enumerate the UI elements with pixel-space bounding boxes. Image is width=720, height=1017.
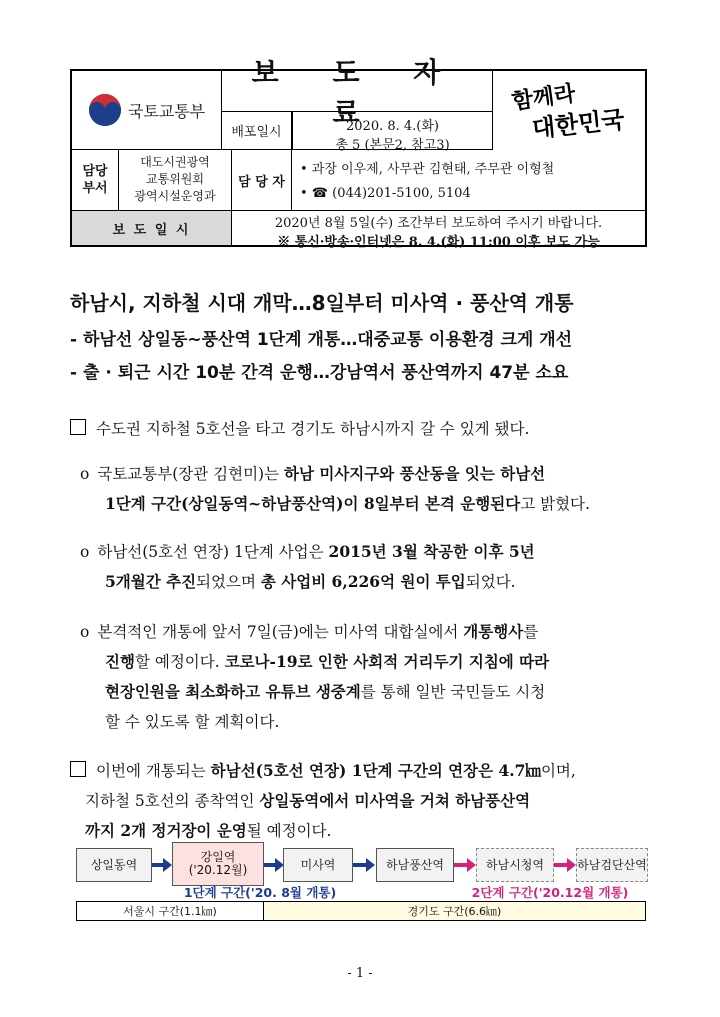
bullet-3-text-e: 할 예정이다. (134, 653, 225, 671)
bullet-2-text-f: 되었다. (465, 573, 516, 591)
persons-list: • 과장 이우제, 사무관 김현태, 주무관 이형철 (300, 162, 555, 177)
paragraph-2 (70, 756, 660, 846)
square-bullet-icon (70, 419, 86, 435)
station-hanampungsan: 하남풍산역 (376, 848, 454, 882)
charge-dept-label: 담당 부서 (72, 150, 119, 211)
station-misa: 미사역 (283, 848, 353, 882)
circle-bullet-icon: o (80, 623, 90, 641)
stage-1-label: 1단계 구간('20. 8월 개통) (183, 885, 337, 900)
bullet-1-text-b: 하남 미사지구와 풍산동을 잇는 하남선 (284, 464, 546, 483)
station-sangildong: 상일동역 (76, 848, 152, 882)
headline-sub-2: - 출 · 퇴근 시간 10분 간격 운행…강남역서 풍산역까지 47분 소요 (70, 363, 569, 383)
station-gangil-date: ('20.12월) (188, 863, 248, 877)
arrow-right-icon (567, 858, 576, 872)
stage-2-label: 2단계 구간('20.12월 개통) (471, 885, 629, 900)
paragraph-2-text-f: 까지 2개 정거장이 운영 (85, 821, 247, 840)
release-line-2: ※ 통신·방송·인터넷은 8. 4.(화) 11:00 이후 보도 가능 (277, 235, 600, 250)
svg-text:대한민국: 대한민국 (530, 104, 626, 143)
route-arrow-line (353, 863, 367, 867)
paragraph-2-text-g: 될 예정이다. (246, 822, 332, 840)
dept-line-2: 교통위원회 (146, 172, 204, 186)
page-number: - 1 - (347, 966, 373, 981)
press-header-table (70, 56, 647, 250)
dist-label: 배포일시 (222, 112, 292, 150)
dept-line-1: 대도시권광역 (140, 155, 210, 169)
paragraph-2-text-e: 상일동역에서 미사역을 거쳐 하남풍산역 (259, 791, 531, 810)
bullet-1-text-a: 국토교통부(장관 김현미)는 (97, 465, 284, 483)
dist-date: 2020. 8. 4.(화) (346, 119, 439, 134)
headline-main: 하남시, 지하철 시대 개막…8일부터 미사역 · 풍산역 개통 (70, 291, 574, 315)
bullet-1-text-d: 고 밝혔다. (520, 495, 590, 513)
release-cell (232, 211, 645, 250)
station-gangil (172, 842, 264, 886)
bullet-3-text-a: 본격적인 개통에 앞서 7일(금)에는 미사역 대합실에서 (97, 623, 464, 641)
bullet-3-text-i: 할 수 있도록 할 계획이다. (105, 713, 280, 731)
arrow-right-icon (366, 858, 375, 872)
bullet-2-text-d: 되었으며 (196, 573, 261, 591)
bullet-3-text-d: 진행 (105, 652, 135, 671)
slogan-cell (492, 71, 645, 150)
paragraph-2-text-a: 이번에 개통되는 (96, 762, 211, 780)
taegeuk-logo-icon (88, 93, 122, 127)
circle-bullet-icon: o (80, 465, 90, 483)
route-arrow-line (554, 863, 568, 867)
paragraph-2-text-b: 하남선(5호선 연장) 1단계 구간의 연장은 4.7㎞ (210, 761, 541, 780)
release-label: 보 도 일 시 (72, 211, 232, 245)
station-gangil-name: 강일역 (200, 850, 236, 864)
bullet-2-text-e: 총 사업비 6,226억 원이 투입 (260, 572, 466, 591)
bullet-2-text-b: 2015년 3월 착공한 이후 5년 (328, 542, 535, 561)
bullet-3-text-f: 코로나-19로 인한 사회적 거리두기 지침에 따라 (224, 652, 550, 671)
paragraph-2-text-c: 이며, (540, 762, 576, 780)
circle-bullet-icon: o (80, 543, 90, 561)
bullet-2-text-a: 하남선(5호선 연장) 1단계 사업은 (97, 543, 329, 561)
svg-text:함께라: 함께라 (510, 80, 577, 115)
seoul-section: 서울시 구간(1.1㎞) (76, 901, 264, 921)
persons-cell (292, 150, 645, 211)
paragraph-1 (70, 414, 660, 444)
phone-number: • ☎ (044)201-5100, 5104 (300, 186, 471, 201)
slogan-calligraphy (493, 71, 643, 149)
release-line-1: 2020년 8월 5일(수) 조간부터 보도하여 주시기 바랍니다. (274, 216, 603, 231)
bullet-2-text-c: 5개월간 추진 (105, 572, 197, 591)
bullet-3-text-h: 를 통해 일반 국민들도 시청 (360, 683, 546, 701)
headline-sub-1: - 하남선 상일동~풍산역 1단계 개통…대중교통 이용환경 크게 개선 (70, 330, 573, 350)
bullet-1 (80, 459, 660, 519)
station-hanamgeomdansan: 하남검단산역 (576, 848, 648, 882)
arrow-right-icon (467, 858, 476, 872)
bullet-3-text-c: 를 (523, 623, 539, 641)
paragraph-2-text-d: 지하철 5호선의 종착역인 (85, 792, 260, 810)
paragraph-1-text: 수도권 지하철 5호선을 타고 경기도 하남시까지 갈 수 있게 됐다. (96, 420, 530, 438)
charge-person-label: 담 당 자 (232, 150, 292, 211)
arrow-right-icon (163, 858, 172, 872)
gyeonggi-section: 경기도 구간(6.6㎞) (263, 901, 646, 921)
doc-title: 보 도 자 료 (251, 56, 463, 129)
station-hanamcityhall: 하남시청역 (476, 848, 554, 882)
bullet-1-text-c: 1단계 구간(상일동역~하남풍산역)이 8일부터 본격 운행된다 (105, 494, 521, 513)
ministry-name: 국토교통부 (127, 101, 206, 121)
ministry-logo-cell (72, 71, 222, 150)
dist-value-cell (292, 112, 492, 153)
route-arrow-line (454, 863, 468, 867)
bullet-3 (80, 617, 660, 737)
square-bullet-icon (70, 761, 86, 777)
bullet-3-text-b: 개통행사 (463, 622, 524, 641)
dept-cell (119, 150, 232, 211)
dist-pages: 총 5 (본문2, 참고3) (335, 138, 450, 153)
bullet-2 (80, 537, 660, 597)
dept-line-3: 광역시설운영과 (134, 189, 216, 203)
bullet-3-text-g: 현장인원을 최소화하고 유튜브 생중계 (105, 682, 361, 701)
